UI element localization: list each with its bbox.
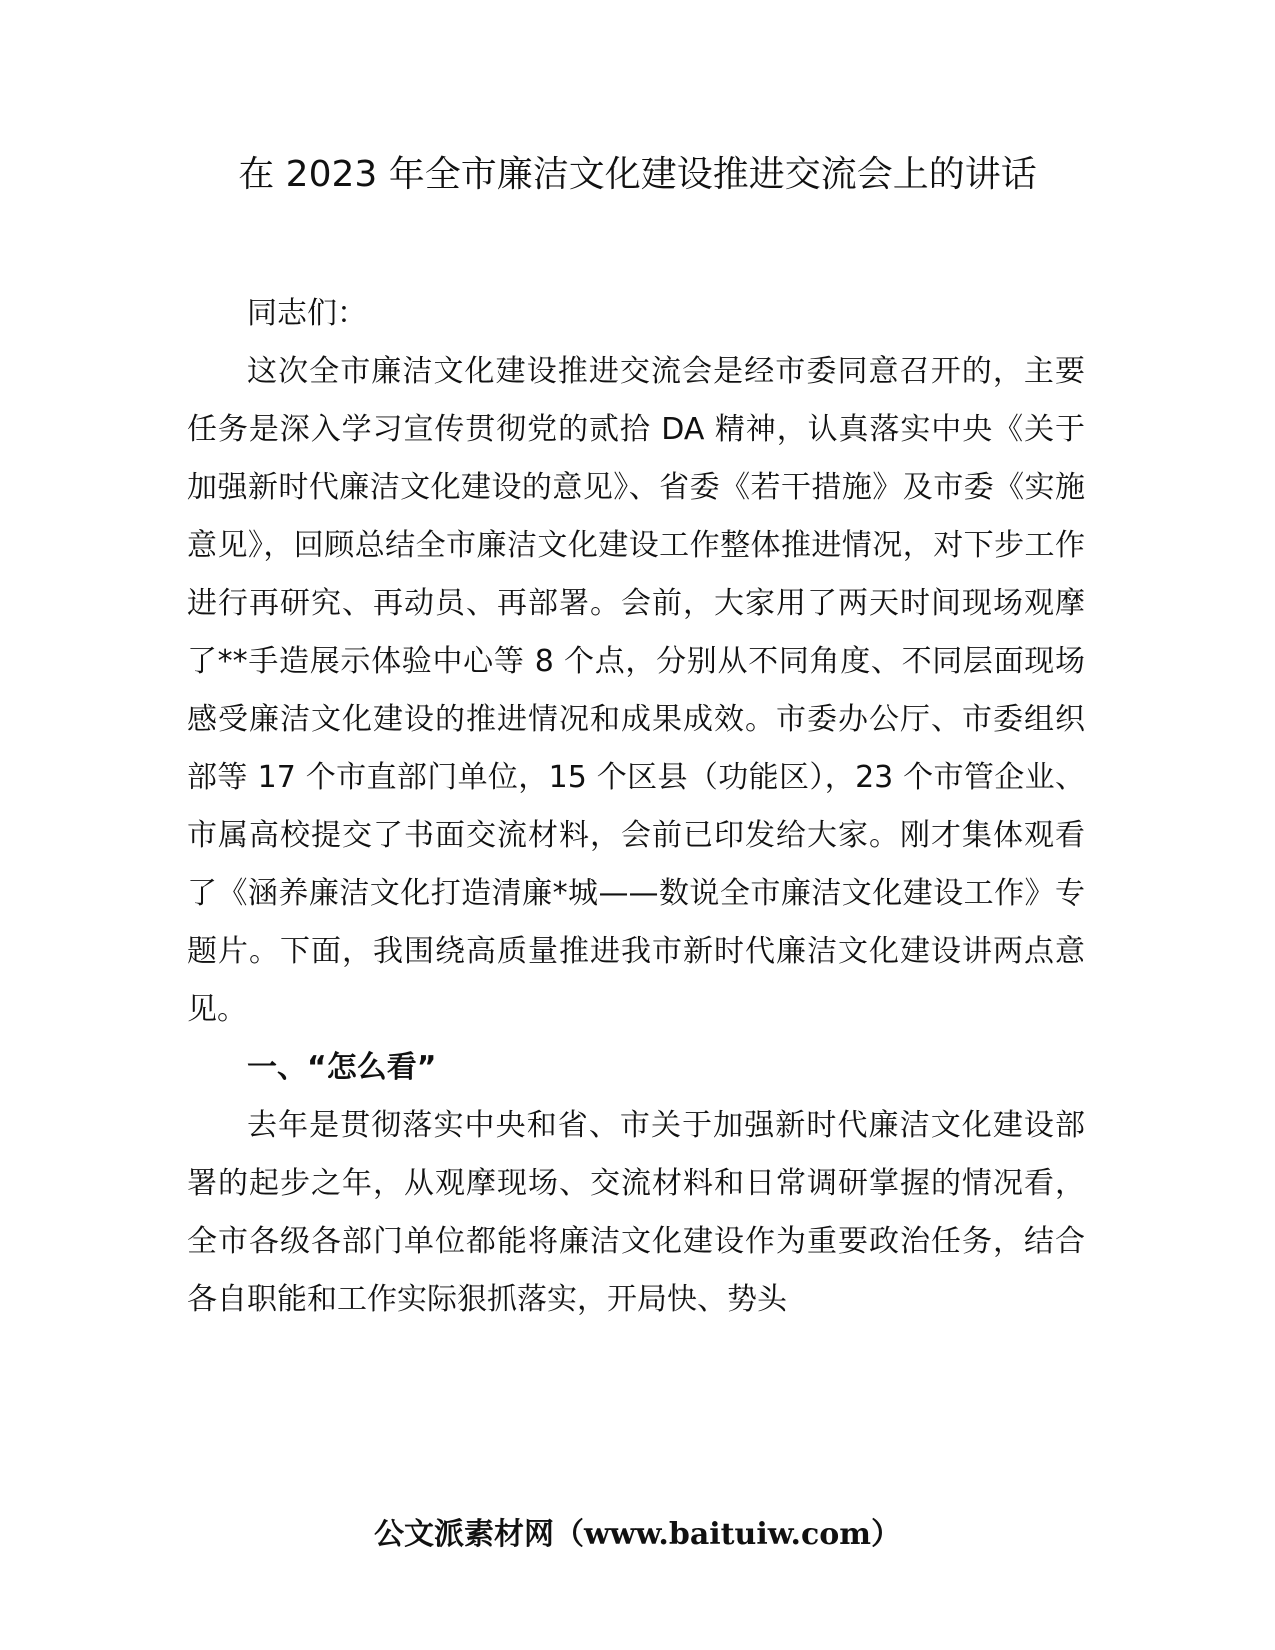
- footer-watermark: 公文派素材网（www.baituiw.com）: [373, 1517, 902, 1552]
- salutation: 同志们：: [247, 296, 367, 331]
- section-heading: 一、“怎么看”: [247, 1050, 437, 1085]
- document-title: 在 2023 年全市廉洁文化建设推进交流会上的讲话: [238, 154, 1037, 195]
- document-body: [187, 285, 1085, 1329]
- section-paragraph: 去年是贯彻落实中央和省、市关于加强新时代廉洁文化建设部署的起步之年，从观摩现场、交流材料和日常调研掌握的情况看，全市各级各部门单位都能将廉洁文化建设作为重要政治任务，结合各自职能和工作实际狠抓落实，开局快、势头: [187, 1108, 1085, 1317]
- intro-paragraph: 这次全市廉洁文化建设推进交流会是经市委同意召开的，主要任务是深入学习宣传贯彻党的贰拾 DA 精神，认真落实中央《关于加强新时代廉洁文化建设的意见》、省委《若干措施》及市委《实施意见》，回顾总结全市廉洁文化建设工作整体推进情况，对下步工作进行再研究、再动员、再部署。会前，大家用了两天时间现场观摩了**手造展示体验中心等 8 个点，分别从不同角度、不同层面现场感受廉洁文化建设的推进情况和成果成效。市委办公厅、市委组织部等 17 个市直部门单位，15 个区县（功能区），23 个市管企业、市属高校提交了书面交流材料，会前已印发给大家。刚才集体观看了《涵养廉洁文化打造清廉*城——数说全市廉洁文化建设工作》专题片。下面，我围绕高质量推进我市新时代廉洁文化建设讲两点意见。: [187, 354, 1085, 1027]
